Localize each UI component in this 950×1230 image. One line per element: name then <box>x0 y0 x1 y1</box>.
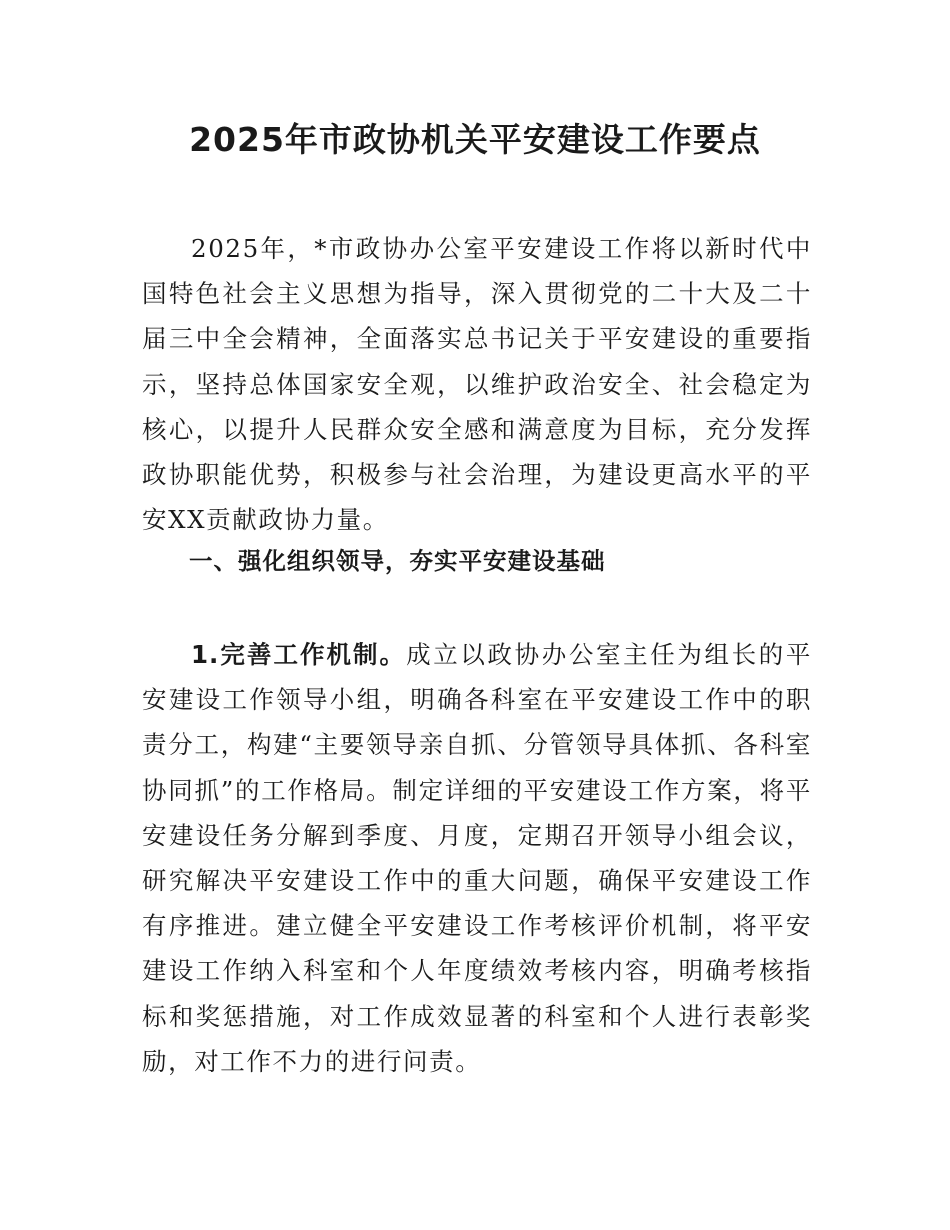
item-lead: 1.完善工作机制。 <box>191 640 407 669</box>
item-body: 成立以政协办公室主任为组长的平安建设工作领导小组，明确各科室在平安建设工作中的职责分工，构建“主要领导亲自抓、分管领导具体抓、各科室协同抓”的工作格局。制定详细的平安建设工作方案，将平安建设任务分解到季度、月度，定期召开领导小组会议，研究解决平安建设工作中的重大问题，确保平安建设工作有序推进。建立健全平安建设工作考核评价机制，将平安建设工作纳入科室和个人年度绩效考核内容，明确考核指标和奖惩措施，对工作成效显著的科室和个人进行表彰奖励，对工作不力的进行问责。 <box>142 640 812 1076</box>
item-paragraph <box>142 632 812 1084</box>
section-heading: 一、强化组织领导，夯实平安建设基础 <box>189 547 606 575</box>
document-title: 2025年市政协机关平安建设工作要点 <box>189 120 761 159</box>
intro-paragraph: 2025年，*市政协办公室平安建设工作将以新时代中国特色社会主义思想为指导，深入贯彻党的二十大及二十届三中全会精神，全面落实总书记关于平安建设的重要指示，坚持总体国家安全观，以维护政治安全、社会稳定为核心，以提升人民群众安全感和满意度为目标，充分发挥政协职能优势，积极参与社会治理，为建设更高水平的平安XX贡献政协力量。 <box>142 234 812 535</box>
